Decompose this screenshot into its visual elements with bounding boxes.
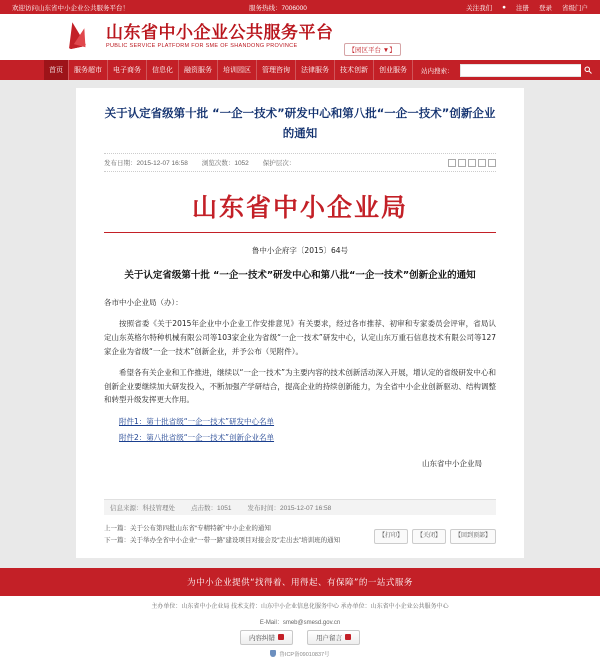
attachment-link-1[interactable]: 附件1：第十批省级“一企一技术”研发中心名单 <box>119 417 275 427</box>
content-correction-label: 内容纠错 <box>249 634 275 642</box>
star-icon[interactable] <box>478 159 486 167</box>
body-paragraph-2: 希望各有关企业和工作推进，继续以“一企一技术”为主要内容的技术创新活动深入开展，增认定的省级研发中心和创新企业要继续加大研发投入，不断加强产学研结合，提高企业的持续创新能力，为全省中小企业创新驱动、结构调整和转型升级发挥更大作用。 <box>104 367 496 405</box>
content-area <box>0 80 600 568</box>
close-button[interactable]: 【关闭】 <box>412 529 446 544</box>
document-signer: 山东省中小企业局 <box>422 458 482 468</box>
star-icon[interactable] <box>468 159 476 167</box>
print-button[interactable]: 【打印】 <box>374 529 408 544</box>
hotline-text: 服务热线：7006000 <box>249 4 307 12</box>
topbar-link-login[interactable]: 登录 <box>539 4 552 12</box>
publish-date-value: 2015-12-07 16:58 <box>136 160 188 168</box>
site-title-en: PUBLIC SERVICE PLATFORM FOR SME OF SHANDONG PROVINCE <box>106 42 298 49</box>
release-date-label: 发布时间： <box>247 504 280 512</box>
back-to-top-button[interactable]: 【回到顶部】 <box>450 529 496 544</box>
site-title-cn: 山东省中小企业公共服务平台 <box>106 22 334 43</box>
nav-item-financing[interactable]: 融资服务 <box>179 60 218 80</box>
footer-contact <box>0 617 600 626</box>
slogan-band <box>0 568 600 596</box>
release-date-value: 2015-12-07 16:58 <box>279 504 332 512</box>
top-utility-bar <box>0 0 600 14</box>
salutation: 各市中小企业局（办）： <box>104 298 183 308</box>
body-paragraph-1: 按照省委《关于2015年企业中小企业工作安排意见》有关要求，经过各市推荐、初审和专家委员会评审，省局认定山东英格尔特种机械有限公司等103家企业为省级“一企一技术”研发中心，认定山东万重石信息技术有限公司等127家企业为省级“一企一技术”创新企业，并予公布（见附件）。 <box>104 319 496 356</box>
user-message-button[interactable] <box>307 630 360 645</box>
prev-article-link[interactable]: 关于公布第四批山东省“专精特新”中小企业的通知 <box>130 524 271 532</box>
shield-icon <box>270 650 276 657</box>
topbar-link-follow[interactable]: 关注我们 <box>466 4 493 12</box>
content-correction-button[interactable] <box>240 630 293 645</box>
rating-stars[interactable] <box>448 159 496 167</box>
rating-label: 保护层次： <box>262 160 296 168</box>
attachment-link-2[interactable]: 附件2：第八批省级“一企一技术”创新企业名单 <box>119 433 275 443</box>
star-icon[interactable] <box>458 159 466 167</box>
nav-item-tech-innovation[interactable]: 技术创新 <box>335 60 374 80</box>
site-title-block <box>106 22 334 50</box>
nav-item-ecommerce[interactable]: 电子商务 <box>108 60 147 80</box>
star-icon[interactable] <box>448 159 456 167</box>
email-value: smeb@smesd.gov.cn <box>282 619 341 626</box>
site-header <box>0 14 600 60</box>
page-title: 关于认定省级第十批 “一企一技术”研发中心和第八批“一企一技术”创新企业的通知 <box>104 106 496 140</box>
article-sheet <box>76 88 524 558</box>
issuing-authority-header: 山东省中小企业局 <box>191 193 408 223</box>
clicks-value: 1051 <box>217 504 232 512</box>
document-subject: 关于认定省级第十批 “一企一技术”研发中心和第八批“一企一技术”创新企业的通知 <box>124 270 476 282</box>
user-message-label: 用户留言 <box>316 634 342 642</box>
slogan-text: 为中小企业提供“找得着、用得起、有保障”的一站式服务 <box>187 577 413 588</box>
nav-item-startup-service[interactable]: 创业服务 <box>374 60 413 80</box>
views-value: 1052 <box>234 160 249 168</box>
site-logo-icon <box>60 20 100 54</box>
footer-org-line: 主办单位：山东省中小企业局 技术支持：山东中小企业信息化服务中心 承办单位：山东省中小企业公共服务中心 <box>151 603 449 610</box>
nav-item-training-park[interactable]: 培训园区 <box>218 60 257 80</box>
footer-buttons <box>0 630 600 645</box>
nav-item-informatization[interactable]: 信息化 <box>147 60 179 80</box>
search-box[interactable] <box>460 64 582 77</box>
icp-text: 鲁ICP备09010837号 <box>279 651 330 658</box>
main-nav <box>44 60 413 80</box>
nav-item-service-market[interactable]: 服务超市 <box>69 60 108 80</box>
prev-next-nav <box>104 523 496 548</box>
prev-label: 上一篇： <box>104 524 130 532</box>
red-divider <box>104 232 496 233</box>
article-actions <box>374 529 496 544</box>
topbar-link-province-portal[interactable]: 省级门户 <box>562 4 588 12</box>
topbar-link-register[interactable]: 注册 <box>516 4 529 12</box>
icp-record <box>0 650 600 662</box>
article-footer-meta <box>104 499 496 515</box>
email-label: E-Mail： <box>259 619 283 626</box>
document-number: 鲁中小企府字〔2015〕64号 <box>251 246 349 256</box>
topbar-sep: ● <box>502 3 506 11</box>
views-label: 浏览次数： <box>201 160 235 168</box>
next-article-link[interactable]: 关于举办全省中小企业“一带一路”建设项目对接会及“走出去”培训班的通知 <box>130 537 341 545</box>
nav-item-home[interactable]: 首页 <box>44 60 69 80</box>
source-value: 科技管理处 <box>142 504 175 512</box>
star-icon[interactable] <box>488 159 496 167</box>
nav-item-legal-service[interactable]: 法律服务 <box>296 60 335 80</box>
search-input[interactable] <box>461 67 581 74</box>
welcome-text: 欢迎访问山东省中小企业公共服务平台！ <box>12 4 129 12</box>
clicks-label: 点击数： <box>191 504 217 512</box>
nav-item-management-consulting[interactable]: 管理咨询 <box>257 60 296 80</box>
article-meta <box>104 153 496 172</box>
portal-selector[interactable]: 【园区平台 ▼】 <box>344 43 401 56</box>
site-footer <box>0 596 600 662</box>
search-icon[interactable] <box>581 64 595 77</box>
next-label: 下一篇： <box>104 537 130 545</box>
source-label: 信息来源： <box>110 504 143 512</box>
search-label: 站内搜索： <box>421 67 454 75</box>
publish-date-label: 发布日期： <box>104 160 137 168</box>
main-nav-bar <box>0 60 600 80</box>
